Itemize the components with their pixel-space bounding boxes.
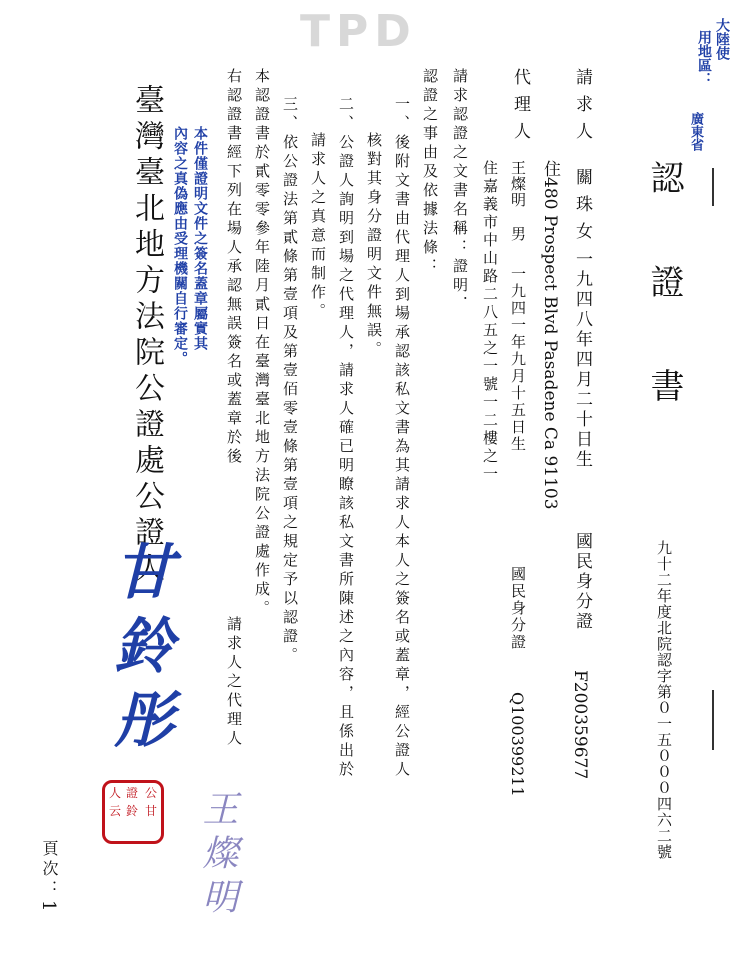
agent-gender: 男 xyxy=(509,226,527,241)
serial-number: 九十二年度北院認字第０一五０００四六二號 xyxy=(655,540,673,860)
agent-handwritten-signature: 王燦明 xyxy=(197,790,238,922)
agent-label: 代理人 xyxy=(510,68,530,149)
embossed-watermark: TPD xyxy=(300,6,417,57)
applicant-name: 關珠女 xyxy=(572,168,592,249)
page-number: 1 xyxy=(38,900,59,912)
region-stamp-line1: 大陸使 xyxy=(714,18,730,60)
disclaimer-line-1: 本件僅證明文件之簽名蓋章屬實其 xyxy=(192,126,208,351)
seal-char: 人 xyxy=(109,786,122,800)
agent-id-label: 國民身分證 xyxy=(509,566,527,651)
court-notary-title: 臺灣臺北地方法院公證處公證人 xyxy=(129,84,164,588)
signer-label: 請求人之代理人 xyxy=(225,616,243,749)
seal-char: 公 xyxy=(144,786,157,800)
seal-char: 甘 xyxy=(144,804,157,818)
item-2-line-2: 請求人之真意而制作。 xyxy=(309,132,327,322)
seal-char: 云 xyxy=(109,804,122,818)
document-name-line: 請求認證之文書名稱：證明． xyxy=(451,68,469,315)
page-label: 頁次： xyxy=(40,840,59,900)
item-2-line-1: 二、公證人詢明到場之代理人，請求人確已明瞭該私文書所陳述之內容，且係出於 xyxy=(337,96,355,780)
document-title: 認證書 xyxy=(644,160,684,472)
disclaimer-line-2: 內容之真偽應由受理機關自行審定。 xyxy=(172,126,188,366)
applicant-label: 請求人 xyxy=(572,68,592,149)
item-3-line-1: 三、依公證法第貳條第壹項及第壹佰零壹條第壹項之規定予以認證。 xyxy=(281,96,299,666)
agent-address: 住嘉義市中山路二八五之一號一二樓之一 xyxy=(481,160,499,484)
applicant-address: 住480 Prospect Blvd Pasadene Ca 91103 xyxy=(540,160,560,510)
basis-heading: 認證之事由及依據法條： xyxy=(421,68,439,277)
region-stamp-line2: 用地區： xyxy=(696,30,712,86)
region-stamp-province: 廣東省 xyxy=(688,112,703,151)
item-1-line-1: 一、後附文書由代理人到場承認該私文書為其請求人本人之簽名或蓋章，經公證人 xyxy=(393,96,411,780)
notary-handwritten-signature: 甘鈴彤 xyxy=(104,540,174,762)
confirm-line: 右認證書經下列在場人承認無誤簽名或蓋章於後 xyxy=(225,68,243,467)
item-1-line-2: 核對其身分證明文件無誤。 xyxy=(365,132,383,360)
applicant-birth: 一九四八年四月二十日生 xyxy=(572,250,592,470)
applicant-id: F200359677 xyxy=(570,670,590,780)
margin-rule-bottom xyxy=(712,690,714,750)
margin-rule-top xyxy=(712,168,714,206)
agent-name: 王燦明 xyxy=(509,160,527,208)
agent-birth: 一九四一年九月十五日生 xyxy=(509,266,527,453)
date-line: 本認證書於貳零零參年陸月貳日在臺灣臺北地方法院公證處作成。 xyxy=(253,68,271,619)
seal-char: 鈴 xyxy=(126,804,139,818)
notary-seal xyxy=(102,780,164,844)
applicant-id-label: 國民身分證 xyxy=(572,532,592,632)
agent-id: Q100399211 xyxy=(508,692,527,797)
seal-char: 證 xyxy=(126,786,139,800)
